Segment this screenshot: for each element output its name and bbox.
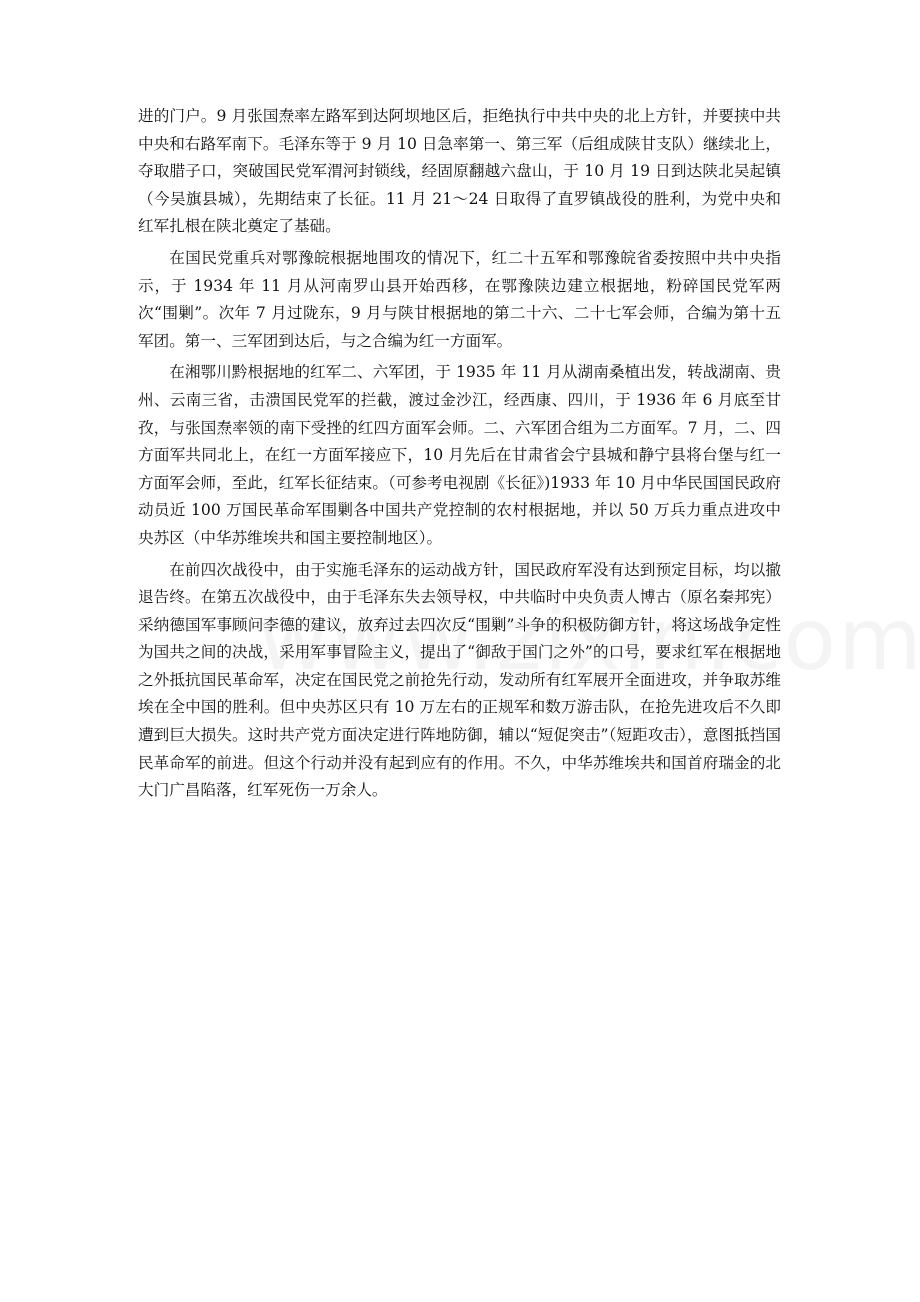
paragraph-4: 在前四次战役中，由于实施毛泽东的运动战方针，国民政府军没有达到预定目标，均以撤退告终。在第五次战役中，由于毛泽东失去领导权，中共临时中央负责人博古（原名秦邦宪）采纳德国军事顾问李德的建议，放弃过去四次反“围剿”斗争的积极防御方针，将这场战争定性为国共之间的决战，采用军事冒险主义，提出了“御敌于国门之外”的口号，要求红军在根据地之外抵抗国民革命军，决定在国民党之前抢先行动，发动所有红军展开全面进攻，并争取苏维埃在全中国的胜利。但中央苏区只有 10 万左右的正规军和数万游击队，在抢先进攻后不久即遭到巨大损失。这时共产党方面决定进行阵地防御，辅以“短促突击”（短距攻击），意图抵挡国民革命军的前进。但这个行动并没有起到应有的作用。不久，中华苏维埃共和国首府瑞金的北大门广昌陷落，红军死伤一万余人。: [138, 560, 781, 800]
paragraph-2: 在国民党重兵对鄂豫皖根据地围攻的情况下，红二十五军和鄂豫皖省委按照中共中央指示，于 1934 年 11 月从河南罗山县开始西移，在鄂豫陕边建立根据地，粉碎国民党军两次“围剿”。次年 7 月过陇东，9 月与陕甘根据地的第二十六、二十七军会师，合编为第十五军团。第一、三军团到达后，与之合编为红一方面军。: [138, 248, 781, 350]
paragraph-1: 进的门户。9 月张国焘率左路军到达阿坝地区后，拒绝执行中共中央的北上方针，并要挟中共中央和右路军南下。毛泽东等于 9 月 10 日急率第一、第三军（后组成陕甘支队）继续北上，夺取腊子口，突破国民党军渭河封锁线，经固原翻越六盘山，于 10 月 19 日到达陕北吴起镇（今吴旗县城），先期结束了长征。11 月 21～24 日取得了直罗镇战役的胜利，为党中央和红军扎根在陕北奠定了基础。: [138, 107, 781, 236]
paragraph-3: 在湘鄂川黔根据地的红军二、六军团，于 1935 年 11 月从湖南桑植出发，转战湖南、贵州、云南三省，击溃国民党军的拦截，渡过金沙江，经西康、四川，于 1936 年 6 月底至甘孜，与张国焘率领的南下受挫的红四方面军会师。二、六军团合组为二方面军。7 月，二、四方面军共同北上，在红一方面军接应下，10 月先后在甘肃省会宁县城和静宁县将台堡与红一方面军会师，至此，红军长征结束。（可参考电视剧《长征》)1933 年 10 月中华民国国民政府动员近 100 万国民革命军围剿各中国共产党控制的农村根据地，并以 50 万兵力重点进攻中央苏区（中华苏维埃共和国主要控制地区）。: [138, 363, 781, 547]
document-body: [138, 103, 781, 805]
